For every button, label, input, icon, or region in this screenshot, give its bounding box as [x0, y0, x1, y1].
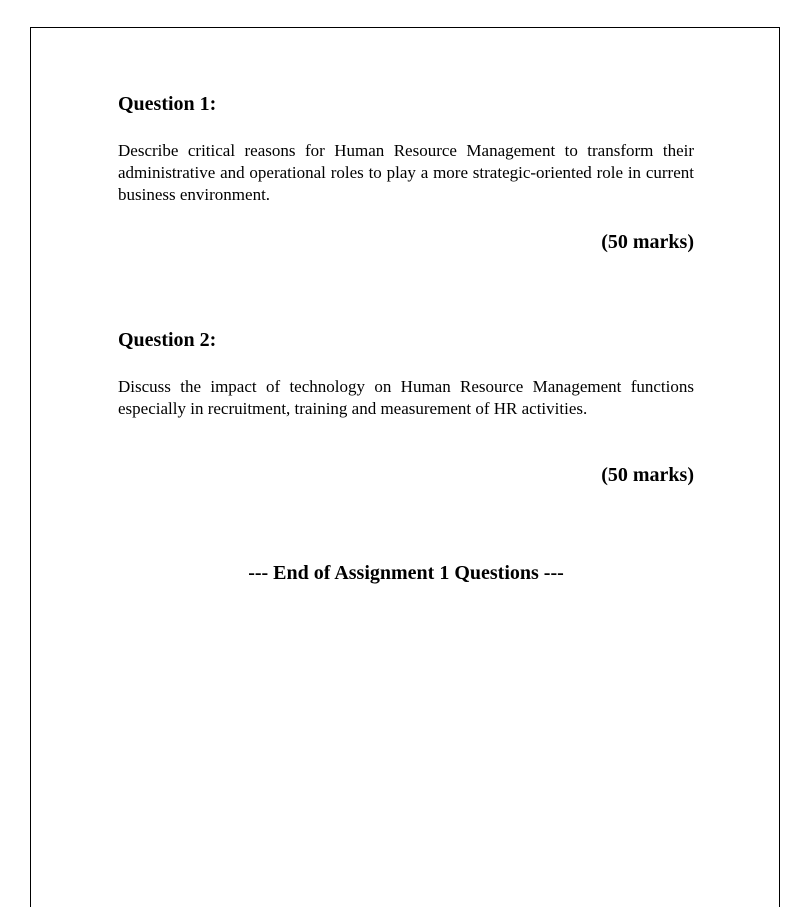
question-1-body: Describe critical reasons for Human Resource Management to transform their administrative and operational roles to play a more strategic-oriented role in current business environment.	[118, 141, 694, 204]
question-1-marks: (50 marks)	[601, 231, 694, 253]
question-2-title: Question 2:	[118, 329, 217, 351]
question-1-title: Question 1:	[118, 93, 217, 115]
document-page	[30, 27, 780, 907]
question-2-marks: (50 marks)	[601, 464, 694, 486]
question-2-body: Discuss the impact of technology on Human Resource Management functions especially in recruitment, training and measurement of HR activities.	[118, 377, 694, 418]
end-of-assignment-note: --- End of Assignment 1 Questions ---	[248, 562, 564, 584]
